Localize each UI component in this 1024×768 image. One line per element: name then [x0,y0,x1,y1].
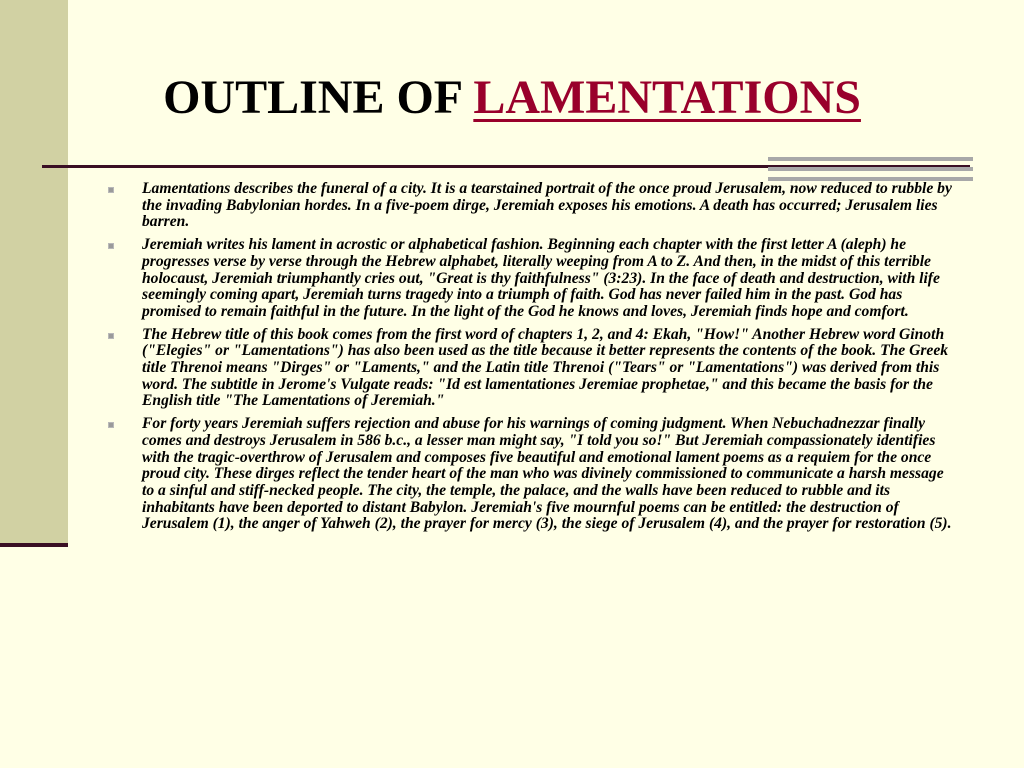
list-item [108,327,958,411]
decorative-stripes [768,157,973,181]
stripe [768,167,973,171]
title-main: OUTLINE OF [163,71,474,124]
title-accent: LAMENTATIONS [473,71,861,124]
side-bar-divider [0,543,68,547]
square-bullet-icon [108,187,114,193]
list-item [108,237,958,321]
square-bullet-icon [108,422,114,428]
bullet-list [108,181,958,539]
bullet-text: Jeremiah writes his lament in acrostic or alphabetical fashion. Beginning each chapter with the first letter A (aleph) he progresses verse by verse through the Hebrew alphabet, literally weeping from A to Z. And then, in the midst of this terrible holocaust, Jeremiah triumphantly cries out, "Great is thy faithfulness" (3:23). In the face of death and destruction, with life seemingly coming apart, Jeremiah turns tragedy into a triumph of faith. God has never failed him in the past. God has promised to remain faithful in the future. In the light of the God he knows and loves, Jeremiah finds hope and comfort. [142,236,940,320]
bullet-text: For forty years Jeremiah suffers rejection and abuse for his warnings of coming judgment. When Nebuchadnezzar finally comes and destroys Jerusalem in 586 b.c., a lesser man might say, "I told you so!" But Jeremiah compassionately identifies with the tragic-overthrow of Jerusalem and composes five beautiful and emotional lament poems as a requiem for the once proud city. These dirges reflect the tender heart of the man who was divinely commissioned to communicate a harsh message to a sinful and stiff-necked people. The city, the temple, the palace, and the walls have been reduced to rubble and its inhabitants have been deported to distant Babylon. Jeremiah's five mournful poems can be entitled: the destruction of Jerusalem (1), the anger of Yahweh (2), the prayer for mercy (3), the siege of Jerusalem (4), and the prayer for restoration (5). [142,415,952,533]
list-item [108,416,958,533]
square-bullet-icon [108,243,114,249]
slide-title [0,70,1024,125]
stripe [768,157,973,161]
list-item [108,181,958,231]
bullet-text: Lamentations describes the funeral of a city. It is a tearstained portrait of the once proud Jerusalem, now reduced to rubble by the invading Babylonian hordes. In a five-poem dirge, Jeremiah exposes his emotions. A death has occurred; Jerusalem lies barren. [142,180,952,231]
bullet-text: The Hebrew title of this book comes from the first word of chapters 1, 2, and 4: Ekah, "How!" Another Hebrew word Ginoth ("Elegies" or "Lamentations") has also been used as the title because it better represents the contents of the book. The Greek title Threnoi means "Dirges" or "Laments," and the Latin title Threnoi ("Tears" or "Lamentations") was derived from this word. The subtitle in Jerome's Vulgate reads: "Id est lamentationes Jeremiae prophetae," and this became the basis for the English title "The Lamentations of Jeremiah." [142,325,949,410]
square-bullet-icon [108,333,114,339]
